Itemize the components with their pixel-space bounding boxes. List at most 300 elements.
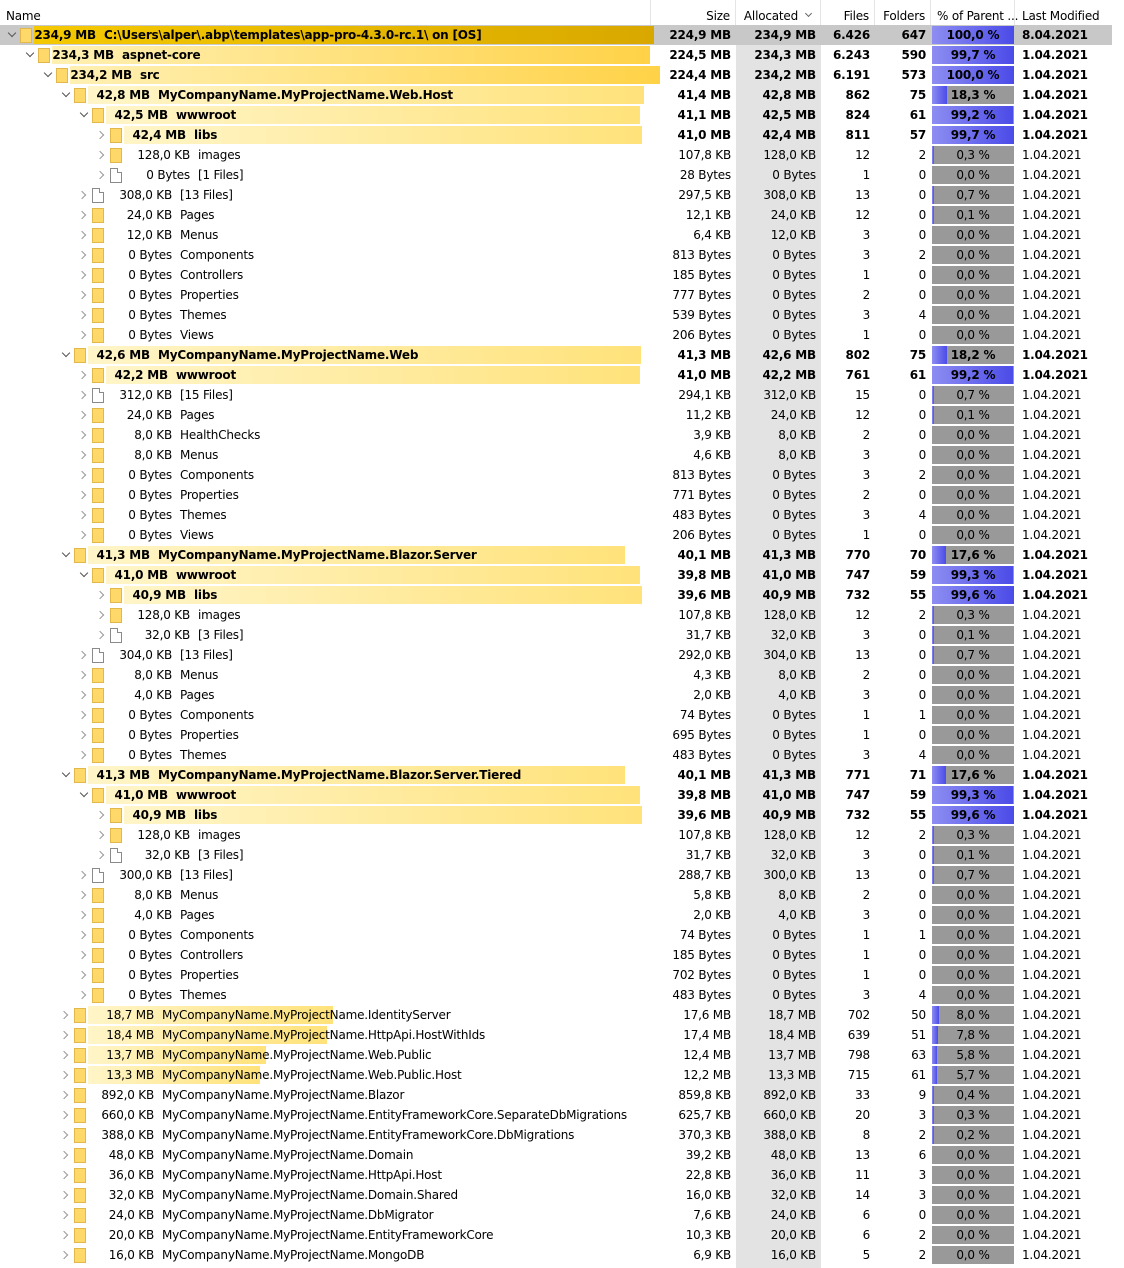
tree-row[interactable] bbox=[0, 85, 1124, 105]
expand-chevron-icon[interactable] bbox=[79, 205, 91, 225]
percent-of-parent-bar bbox=[932, 486, 1014, 504]
percent-label: 0,0 % bbox=[956, 928, 990, 942]
expand-chevron-icon[interactable] bbox=[79, 365, 91, 385]
expand-chevron-icon[interactable] bbox=[97, 125, 109, 145]
tree-row[interactable] bbox=[0, 885, 1124, 905]
item-size-label: 0 Bytes bbox=[146, 168, 190, 182]
allocated-value: 0 Bytes bbox=[772, 728, 816, 742]
tree-row[interactable] bbox=[0, 465, 1124, 485]
folders-value: 57 bbox=[909, 128, 926, 142]
percent-label: 5,8 % bbox=[956, 1048, 990, 1062]
percent-of-parent-bar bbox=[932, 986, 1014, 1004]
folder-icon bbox=[110, 608, 122, 623]
allocated-value: 234,9 MB bbox=[754, 28, 816, 42]
folders-value: 573 bbox=[901, 68, 926, 82]
tree-row[interactable] bbox=[0, 985, 1124, 1005]
expand-chevron-icon[interactable] bbox=[61, 1245, 73, 1265]
size-value: 777 Bytes bbox=[672, 288, 731, 302]
folder-icon bbox=[92, 288, 104, 303]
item-name: MyCompanyName.MyProjectName.Blazor bbox=[162, 1088, 405, 1102]
expand-chevron-icon[interactable] bbox=[97, 585, 109, 605]
tree-row[interactable] bbox=[0, 845, 1124, 865]
percent-of-parent-bar bbox=[932, 366, 1014, 384]
collapse-chevron-icon[interactable] bbox=[61, 85, 73, 105]
expand-chevron-icon[interactable] bbox=[79, 925, 91, 945]
folders-value: 0 bbox=[918, 268, 926, 282]
expand-chevron-icon[interactable] bbox=[61, 1065, 73, 1085]
tree-row[interactable] bbox=[0, 1105, 1124, 1125]
item-size-label: 41,3 MB bbox=[96, 768, 150, 782]
size-value: 813 Bytes bbox=[672, 468, 731, 482]
percent-label: 0,0 % bbox=[956, 688, 990, 702]
tree-row[interactable] bbox=[0, 705, 1124, 725]
files-value: 20 bbox=[855, 1108, 870, 1122]
expand-chevron-icon[interactable] bbox=[79, 725, 91, 745]
tree-row[interactable] bbox=[0, 1005, 1124, 1025]
allocated-value: 20,0 KB bbox=[770, 1228, 816, 1242]
percent-of-parent-bar bbox=[932, 1166, 1014, 1184]
folders-value: 3 bbox=[918, 1188, 926, 1202]
tree-row[interactable] bbox=[0, 745, 1124, 765]
folders-value: 0 bbox=[918, 168, 926, 182]
percent-label: 0,0 % bbox=[956, 1248, 990, 1262]
last-modified-value: 1.04.2021 bbox=[1022, 1008, 1082, 1022]
folder-icon bbox=[92, 248, 104, 263]
allocated-value: 24,0 KB bbox=[770, 408, 816, 422]
tree-row[interactable] bbox=[0, 1245, 1124, 1265]
files-value: 3 bbox=[862, 228, 870, 242]
column-header bbox=[0, 0, 1124, 25]
tree-row[interactable] bbox=[0, 605, 1124, 625]
expand-chevron-icon[interactable] bbox=[97, 825, 109, 845]
header-name[interactable]: Name bbox=[0, 0, 651, 25]
tree-row[interactable] bbox=[0, 145, 1124, 165]
item-size-label: 312,0 KB bbox=[119, 388, 172, 402]
size-value: 17,6 MB bbox=[683, 1008, 731, 1022]
expand-chevron-icon[interactable] bbox=[79, 245, 91, 265]
folder-icon bbox=[74, 1168, 86, 1183]
item-name: Views bbox=[180, 528, 214, 542]
allocated-value: 32,0 KB bbox=[770, 1188, 816, 1202]
item-name: wwwroot bbox=[176, 108, 237, 122]
allocated-value: 0 Bytes bbox=[772, 248, 816, 262]
tree-row[interactable] bbox=[0, 25, 1112, 45]
expand-chevron-icon[interactable] bbox=[61, 1125, 73, 1145]
tree-row[interactable] bbox=[0, 1145, 1124, 1165]
percent-label: 0,0 % bbox=[956, 248, 990, 262]
collapse-chevron-icon[interactable] bbox=[61, 545, 73, 565]
item-size-label: 18,4 MB bbox=[106, 1028, 154, 1042]
last-modified-value: 1.04.2021 bbox=[1022, 508, 1082, 522]
size-value: 483 Bytes bbox=[672, 988, 731, 1002]
tree-row[interactable] bbox=[0, 805, 1124, 825]
percent-label: 0,0 % bbox=[956, 1168, 990, 1182]
percent-of-parent-bar bbox=[932, 426, 1014, 444]
tree-row[interactable] bbox=[0, 725, 1124, 745]
percent-label: 0,1 % bbox=[956, 628, 990, 642]
expand-chevron-icon[interactable] bbox=[79, 905, 91, 925]
item-name: MyCompanyName.MyProjectName.Web.Host bbox=[158, 88, 453, 102]
files-value: 2 bbox=[862, 888, 870, 902]
tree-row[interactable] bbox=[0, 105, 1124, 125]
tree-row[interactable] bbox=[0, 965, 1124, 985]
folders-value: 2 bbox=[918, 1228, 926, 1242]
expand-chevron-icon[interactable] bbox=[61, 1145, 73, 1165]
expand-chevron-icon[interactable] bbox=[79, 185, 91, 205]
last-modified-value: 1.04.2021 bbox=[1022, 348, 1088, 362]
item-size-label: 388,0 KB bbox=[101, 1128, 154, 1142]
collapse-chevron-icon[interactable] bbox=[61, 345, 73, 365]
expand-chevron-icon[interactable] bbox=[79, 685, 91, 705]
tree-row[interactable] bbox=[0, 1085, 1124, 1105]
folders-value: 4 bbox=[918, 508, 926, 522]
size-value: 4,3 KB bbox=[693, 668, 731, 682]
folders-value: 3 bbox=[918, 1168, 926, 1182]
tree-row[interactable] bbox=[0, 265, 1124, 285]
percent-label: 99,7 % bbox=[950, 128, 996, 142]
last-modified-value: 1.04.2021 bbox=[1022, 488, 1082, 502]
expand-chevron-icon[interactable] bbox=[61, 1005, 73, 1025]
files-value: 2 bbox=[862, 488, 870, 502]
allocated-value: 0 Bytes bbox=[772, 468, 816, 482]
size-value: 702 Bytes bbox=[672, 968, 731, 982]
folders-value: 0 bbox=[918, 488, 926, 502]
allocated-value: 4,0 KB bbox=[778, 688, 816, 702]
folders-value: 2 bbox=[918, 828, 926, 842]
expand-chevron-icon[interactable] bbox=[79, 865, 91, 885]
last-modified-value: 1.04.2021 bbox=[1022, 528, 1082, 542]
folder-icon bbox=[92, 708, 104, 723]
percent-label: 100,0 % bbox=[946, 68, 1000, 82]
tree-row[interactable] bbox=[0, 325, 1124, 345]
percent-of-parent-bar bbox=[932, 906, 1014, 924]
expand-chevron-icon[interactable] bbox=[79, 665, 91, 685]
allocated-value: 234,2 MB bbox=[754, 68, 816, 82]
expand-chevron-icon[interactable] bbox=[79, 525, 91, 545]
tree-row[interactable] bbox=[0, 665, 1124, 685]
collapse-chevron-icon[interactable] bbox=[79, 105, 91, 125]
percent-label: 0,0 % bbox=[956, 448, 990, 462]
tree-row[interactable] bbox=[0, 685, 1124, 705]
percent-label: 0,0 % bbox=[956, 228, 990, 242]
tree-row[interactable] bbox=[0, 1205, 1124, 1225]
percent-of-parent-bar bbox=[932, 26, 1014, 44]
percent-of-parent-bar bbox=[932, 226, 1014, 244]
allocated-value: 36,0 KB bbox=[770, 1168, 816, 1182]
expand-chevron-icon[interactable] bbox=[97, 845, 109, 865]
size-value: 224,9 MB bbox=[669, 28, 731, 42]
allocated-value: 12,0 KB bbox=[770, 228, 816, 242]
files-value: 747 bbox=[845, 788, 870, 802]
file-icon bbox=[110, 628, 122, 643]
item-size-label: 8,0 KB bbox=[134, 448, 172, 462]
tree-row[interactable] bbox=[0, 1025, 1124, 1045]
header-percent-of-parent[interactable]: % of Parent ... bbox=[931, 0, 1015, 25]
expand-chevron-icon[interactable] bbox=[79, 425, 91, 445]
percent-label: 99,7 % bbox=[950, 48, 996, 62]
item-name: images bbox=[198, 608, 241, 622]
expand-chevron-icon[interactable] bbox=[97, 805, 109, 825]
expand-chevron-icon[interactable] bbox=[79, 745, 91, 765]
item-name: MyCompanyName.MyProjectName.Web.Public bbox=[162, 1048, 432, 1062]
allocated-value: 300,0 KB bbox=[763, 868, 816, 882]
tree-row[interactable] bbox=[0, 485, 1124, 505]
allocated-value: 41,3 MB bbox=[762, 768, 816, 782]
folder-icon bbox=[92, 328, 104, 343]
size-value: 625,7 KB bbox=[678, 1108, 731, 1122]
allocated-value: 388,0 KB bbox=[763, 1128, 816, 1142]
tree-row[interactable] bbox=[0, 245, 1124, 265]
allocated-value: 304,0 KB bbox=[763, 648, 816, 662]
expand-chevron-icon[interactable] bbox=[97, 165, 109, 185]
size-value: 39,8 MB bbox=[677, 788, 731, 802]
collapse-chevron-icon[interactable] bbox=[43, 65, 55, 85]
size-value: 483 Bytes bbox=[672, 748, 731, 762]
tree-row[interactable] bbox=[0, 125, 1124, 145]
tree-row[interactable] bbox=[0, 645, 1124, 665]
tree-row[interactable] bbox=[0, 1045, 1124, 1065]
item-size-label: 0 Bytes bbox=[128, 928, 172, 942]
percent-label: 0,3 % bbox=[956, 1108, 990, 1122]
tree-row[interactable] bbox=[0, 185, 1124, 205]
tree-row[interactable] bbox=[0, 305, 1124, 325]
item-name: Views bbox=[180, 328, 214, 342]
collapse-chevron-icon[interactable] bbox=[79, 785, 91, 805]
header-files[interactable]: Files bbox=[821, 0, 875, 25]
percent-of-parent-bar bbox=[932, 346, 1014, 364]
percent-label: 99,2 % bbox=[950, 368, 996, 382]
tree-row[interactable] bbox=[0, 1065, 1124, 1085]
tree-row[interactable] bbox=[0, 1185, 1124, 1205]
tree-row[interactable] bbox=[0, 525, 1124, 545]
folder-icon bbox=[92, 448, 104, 463]
item-size-label: 42,8 MB bbox=[96, 88, 150, 102]
collapse-chevron-icon[interactable] bbox=[61, 765, 73, 785]
percent-label: 99,3 % bbox=[950, 788, 996, 802]
folder-icon bbox=[92, 228, 104, 243]
tree-row[interactable] bbox=[0, 385, 1124, 405]
allocated-value: 234,3 MB bbox=[754, 48, 816, 62]
expand-chevron-icon[interactable] bbox=[61, 1085, 73, 1105]
percent-label: 7,8 % bbox=[956, 1028, 990, 1042]
folder-icon bbox=[92, 888, 104, 903]
files-value: 1 bbox=[862, 728, 870, 742]
size-value: 206 Bytes bbox=[672, 528, 731, 542]
expand-chevron-icon[interactable] bbox=[61, 1185, 73, 1205]
size-value: 31,7 KB bbox=[685, 848, 731, 862]
collapse-chevron-icon[interactable] bbox=[25, 45, 37, 65]
allocated-value: 42,4 MB bbox=[762, 128, 816, 142]
expand-chevron-icon[interactable] bbox=[97, 605, 109, 625]
tree-row[interactable] bbox=[0, 565, 1124, 585]
item-size-label: 8,0 KB bbox=[134, 428, 172, 442]
tree-row[interactable] bbox=[0, 365, 1124, 385]
expand-chevron-icon[interactable] bbox=[61, 1205, 73, 1225]
tree-row[interactable] bbox=[0, 405, 1124, 425]
percent-label: 0,1 % bbox=[956, 408, 990, 422]
percent-of-parent-bar bbox=[932, 1186, 1014, 1204]
tree-row[interactable] bbox=[0, 425, 1124, 445]
expand-chevron-icon[interactable] bbox=[79, 645, 91, 665]
files-value: 2 bbox=[862, 428, 870, 442]
tree-row[interactable] bbox=[0, 765, 1124, 785]
tree-row[interactable] bbox=[0, 165, 1124, 185]
expand-chevron-icon[interactable] bbox=[61, 1105, 73, 1125]
files-value: 6 bbox=[862, 1228, 870, 1242]
percent-label: 18,2 % bbox=[950, 348, 996, 362]
item-size-label: 0 Bytes bbox=[128, 748, 172, 762]
tree-row[interactable] bbox=[0, 445, 1124, 465]
item-size-label: 0 Bytes bbox=[128, 288, 172, 302]
expand-chevron-icon[interactable] bbox=[79, 305, 91, 325]
tree-row[interactable] bbox=[0, 1125, 1124, 1145]
size-value: 31,7 KB bbox=[685, 628, 731, 642]
tree-row[interactable] bbox=[0, 905, 1124, 925]
folder-icon bbox=[92, 468, 104, 483]
expand-chevron-icon[interactable] bbox=[79, 225, 91, 245]
last-modified-value: 1.04.2021 bbox=[1022, 548, 1088, 562]
last-modified-value: 1.04.2021 bbox=[1022, 1048, 1082, 1062]
collapse-chevron-icon[interactable] bbox=[79, 565, 91, 585]
allocated-value: 13,7 MB bbox=[768, 1048, 816, 1062]
item-name: MyCompanyName.MyProjectName.Blazor.Server.Tiered bbox=[158, 768, 522, 782]
size-value: 11,2 KB bbox=[685, 408, 731, 422]
percent-label: 0,0 % bbox=[956, 168, 990, 182]
expand-chevron-icon[interactable] bbox=[97, 625, 109, 645]
size-value: 12,4 MB bbox=[683, 1048, 731, 1062]
item-name: Properties bbox=[180, 488, 239, 502]
tree-row[interactable] bbox=[0, 225, 1124, 245]
files-value: 3 bbox=[862, 848, 870, 862]
expand-chevron-icon[interactable] bbox=[79, 985, 91, 1005]
expand-chevron-icon[interactable] bbox=[79, 965, 91, 985]
folders-value: 63 bbox=[911, 1048, 926, 1062]
allocated-value: 0 Bytes bbox=[772, 928, 816, 942]
expand-chevron-icon[interactable] bbox=[79, 285, 91, 305]
expand-chevron-icon[interactable] bbox=[79, 505, 91, 525]
last-modified-value: 1.04.2021 bbox=[1022, 1088, 1082, 1102]
tree-row[interactable] bbox=[0, 945, 1124, 965]
expand-chevron-icon[interactable] bbox=[79, 445, 91, 465]
tree-row[interactable] bbox=[0, 585, 1124, 605]
item-size-label: 36,0 KB bbox=[108, 1168, 154, 1182]
tree-row[interactable] bbox=[0, 205, 1124, 225]
expand-chevron-icon[interactable] bbox=[61, 1225, 73, 1245]
percent-label: 0,0 % bbox=[956, 708, 990, 722]
tree-row[interactable] bbox=[0, 785, 1124, 805]
last-modified-value: 1.04.2021 bbox=[1022, 1068, 1082, 1082]
tree-row[interactable] bbox=[0, 1225, 1124, 1245]
folders-value: 61 bbox=[909, 368, 926, 382]
allocated-value: 42,8 MB bbox=[762, 88, 816, 102]
last-modified-value: 1.04.2021 bbox=[1022, 1248, 1082, 1262]
percent-of-parent-bar bbox=[932, 1066, 1014, 1084]
collapse-chevron-icon[interactable] bbox=[7, 25, 19, 45]
last-modified-value: 1.04.2021 bbox=[1022, 808, 1088, 822]
tree-row[interactable] bbox=[0, 825, 1124, 845]
tree-row[interactable] bbox=[0, 625, 1124, 645]
item-name: Controllers bbox=[180, 948, 244, 962]
tree-row[interactable] bbox=[0, 925, 1124, 945]
folders-value: 4 bbox=[918, 308, 926, 322]
size-value: 28 Bytes bbox=[679, 168, 731, 182]
expand-chevron-icon[interactable] bbox=[61, 1045, 73, 1065]
expand-chevron-icon[interactable] bbox=[79, 485, 91, 505]
size-value: 6,4 KB bbox=[693, 228, 731, 242]
percent-label: 0,3 % bbox=[956, 148, 990, 162]
expand-chevron-icon[interactable] bbox=[79, 405, 91, 425]
expand-chevron-icon[interactable] bbox=[61, 1025, 73, 1045]
allocated-value: 40,9 MB bbox=[762, 588, 816, 602]
expand-chevron-icon[interactable] bbox=[79, 325, 91, 345]
files-value: 11 bbox=[855, 1168, 870, 1182]
files-value: 802 bbox=[845, 348, 870, 362]
tree-row[interactable] bbox=[0, 65, 1124, 85]
expand-chevron-icon[interactable] bbox=[79, 945, 91, 965]
tree-row[interactable] bbox=[0, 865, 1124, 885]
header-allocated[interactable]: Allocated bbox=[736, 0, 821, 25]
folders-value: 71 bbox=[909, 768, 926, 782]
expand-chevron-icon[interactable] bbox=[79, 465, 91, 485]
files-value: 3 bbox=[862, 988, 870, 1002]
item-name: Menus bbox=[180, 668, 219, 682]
tree-row[interactable] bbox=[0, 1165, 1124, 1185]
expand-chevron-icon[interactable] bbox=[79, 265, 91, 285]
percent-of-parent-bar bbox=[932, 746, 1014, 764]
tree-row[interactable] bbox=[0, 345, 1124, 365]
header-folders[interactable]: Folders bbox=[875, 0, 931, 25]
expand-chevron-icon[interactable] bbox=[79, 705, 91, 725]
item-size-label: 4,0 KB bbox=[134, 688, 172, 702]
percent-of-parent-bar bbox=[932, 106, 1014, 124]
tree-row[interactable] bbox=[0, 285, 1124, 305]
percent-of-parent-bar bbox=[932, 506, 1014, 524]
expand-chevron-icon[interactable] bbox=[97, 145, 109, 165]
folder-icon bbox=[92, 948, 104, 963]
header-size[interactable]: Size bbox=[651, 0, 736, 25]
size-value: 41,0 MB bbox=[677, 368, 731, 382]
last-modified-value: 1.04.2021 bbox=[1022, 688, 1082, 702]
allocated-value: 0 Bytes bbox=[772, 528, 816, 542]
size-value: 224,5 MB bbox=[669, 48, 731, 62]
tree-row[interactable] bbox=[0, 505, 1124, 525]
last-modified-value: 1.04.2021 bbox=[1022, 1208, 1082, 1222]
allocated-value: 0 Bytes bbox=[772, 288, 816, 302]
last-modified-value: 1.04.2021 bbox=[1022, 208, 1082, 222]
item-name: Pages bbox=[180, 908, 215, 922]
item-name: [3 Files] bbox=[198, 628, 244, 642]
last-modified-value: 1.04.2021 bbox=[1022, 308, 1082, 322]
item-name: [1 Files] bbox=[198, 168, 244, 182]
expand-chevron-icon[interactable] bbox=[61, 1165, 73, 1185]
tree-row[interactable] bbox=[0, 545, 1124, 565]
size-value: 2,0 KB bbox=[693, 688, 731, 702]
allocated-value: 128,0 KB bbox=[763, 828, 816, 842]
expand-chevron-icon[interactable] bbox=[79, 385, 91, 405]
expand-chevron-icon[interactable] bbox=[79, 885, 91, 905]
percent-of-parent-bar bbox=[932, 826, 1014, 844]
percent-of-parent-bar bbox=[932, 1026, 1014, 1044]
files-value: 12 bbox=[855, 828, 870, 842]
folder-icon bbox=[92, 928, 104, 943]
tree-row[interactable] bbox=[0, 45, 1124, 65]
allocated-value: 8,0 KB bbox=[778, 888, 816, 902]
item-size-label: 32,0 KB bbox=[108, 1188, 154, 1202]
folders-value: 0 bbox=[918, 668, 926, 682]
item-size-label: 41,0 MB bbox=[114, 788, 168, 802]
percent-of-parent-bar bbox=[932, 386, 1014, 404]
header-last-modified[interactable]: Last Modified bbox=[1022, 9, 1100, 23]
